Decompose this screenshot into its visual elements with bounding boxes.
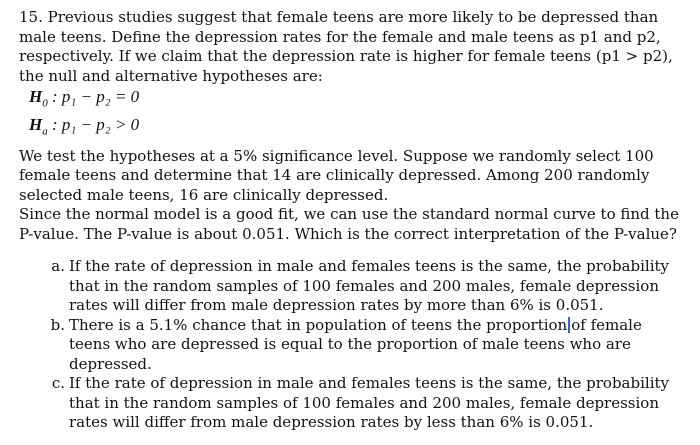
option-letter: c.: [51, 374, 65, 393]
option-letter: a.: [51, 257, 65, 276]
option-a[interactable]: [19, 257, 686, 316]
option-text-wrapper: [69, 316, 686, 375]
option-text-before-caret: There is a 5.1% chance that in population of teens the proportion: [69, 315, 568, 334]
null-hypothesis: [29, 86, 686, 114]
alt-hypothesis: [29, 114, 686, 142]
option-text: If the rate of depression in male and females teens is the same, the probability that in the random samples of 100 females and 200 males, female depression rates will differ from male depression rates by more than 6% is 0.051.: [69, 257, 669, 315]
question-intro: 15. Previous studies suggest that female teens are more likely to be depressed than male teens. Define the depression rates for the female and male teens as p1 and p2, respectively. If we claim that the depression rate is higher for female teens (p1 > p2), the null and alternative hypotheses are:: [19, 8, 673, 85]
option-letter: b.: [50, 315, 65, 334]
text-cursor: [568, 317, 570, 333]
option-text-after-caret: of female teens who are depressed is equal to the proportion of male teens who are depressed.: [69, 315, 642, 373]
alt-hypothesis-expression: : p₁ − p₂ > 0: [51, 115, 140, 135]
question-pvalue: Since the normal model is a good fit, we can use the standard normal curve to find the P-value. The P-value is about 0.051. Which is the correct interpretation of the P-value?: [19, 205, 679, 243]
option-c[interactable]: [19, 374, 686, 433]
null-hypothesis-subscript: 0: [42, 97, 48, 110]
option-b[interactable]: [19, 316, 686, 375]
null-hypothesis-symbol: H: [29, 87, 43, 106]
answer-options: [19, 257, 686, 433]
question-setup: We test the hypotheses at a 5% significance level. Suppose we randomly select 100 female teens and determine that 14 are clinically depressed. Among 200 randomly selected male teens, 16 are clinically depressed.: [19, 146, 654, 204]
option-text: If the rate of depression in male and females teens is the same, the probability that in the random samples of 100 females and 200 males, female depression rates will differ from male depression rates by less than 6% is 0.051.: [69, 374, 669, 432]
alt-hypothesis-subscript: a: [42, 125, 48, 138]
null-hypothesis-expression: : p₁ − p₂ = 0: [51, 87, 140, 106]
alt-hypothesis-symbol: H: [29, 115, 43, 135]
